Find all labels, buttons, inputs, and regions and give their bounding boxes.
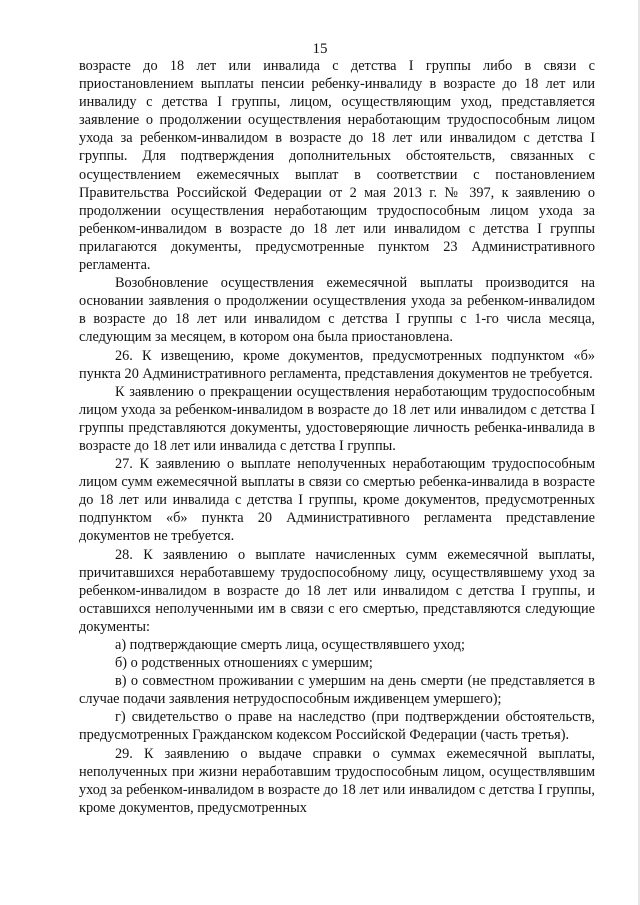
paragraph-termination: К заявлению о прекращении осуществления неработающим трудоспособным лицом ухода за ребенком-инвалидом в возрасте до 18 лет или инвалидом с детства I группы представляются документы, удостоверяющие личность ребенка-инвалида в возрасте до 18 лет или инвалида с детства I группы. <box>79 383 595 454</box>
paragraph-27: 27. К заявлению о выплате неполученных неработающим трудоспособным лицом сумм ежемесячной выплаты в связи со смертью ребенка-инвалида в возрасте до 18 лет или инвалида с детства I группы, кроме документов, предусмотренных подпунктом «б» пункта 20 Административного регламента представление документов не требуется. <box>79 456 595 545</box>
paragraph-29: 29. К заявлению о выдаче справки о суммах ежемесячной выплаты, неполученных при жизни неработавшим трудоспособным лицом, осуществлявшим уход за ребенком-инвалидом в возрасте до 18 лет или инвалидом с детства I группы, кроме документов, предусмотренных <box>79 745 595 816</box>
page-number: 15 <box>312 41 328 57</box>
list-item-g: г) свидетельство о праве на наследство (при подтверждении обстоятельств, предусмотренных Гражданском кодексом Российской Федерации (часть третья). <box>79 709 595 744</box>
document-body <box>79 57 595 817</box>
paragraph-26: 26. К извещению, кроме документов, предусмотренных подпунктом «б» пункта 20 Административного регламента, представления документов не требуется. <box>79 347 595 382</box>
paragraph-resumption: Возобновление осуществления ежемесячной выплаты производится на основании заявления о продолжении осуществления ухода за ребенком-инвалидом в возрасте до 18 лет или инвалидом с детства I группы с 1-го числа месяца, следующим за месяцем, в котором она была приостановлена. <box>79 275 595 346</box>
list-item-v: в) о совместном проживании с умершим на день смерти (не представляется в случае подачи заявления нетрудоспособным иждивенцем умершего); <box>79 673 595 708</box>
list-item-a: а) подтверждающие смерть лица, осуществлявшего уход; <box>115 637 465 653</box>
list-item-b: б) о родственных отношениях с умершим; <box>115 655 373 672</box>
paragraph-continuation: возрасте до 18 лет или инвалида с детства I группы либо в связи с приостановлением выплаты пенсии ребенку-инвалиду в возрасте до 18 лет или инвалиду с детства I группы, лицом, осуществляющим уход, представляется заявление о продолжении осуществления неработающим трудоспособным лицом ухода за ребенком-инвалидом в возрасте до 18 лет или инвалидом с детства I группы. Для подтверждения дополнительных обстоятельств, связанных с осуществлением ежемесячных выплат в соответствии с постановлением Правительства Российской Федерации от 2 мая 2013 г. № 397, к заявлению о продолжении осуществления неработающим трудоспособным лицом ухода за ребенком-инвалидом в возрасте до 18 лет или инвалидом с детства I группы прилагаются документы, предусмотренные пунктом 23 Административного регламента. <box>79 58 595 274</box>
paragraph-28: 28. К заявлению о выплате начисленных сумм ежемесячной выплаты, причитавшихся неработавшему трудоспособному лицу, осуществлявшему уход за ребенком-инвалидом в возрасте до 18 лет или инвалидом с детства I группы, и оставшихся неполученными им в связи с его смертью, представляются следующие документы: <box>79 546 595 635</box>
